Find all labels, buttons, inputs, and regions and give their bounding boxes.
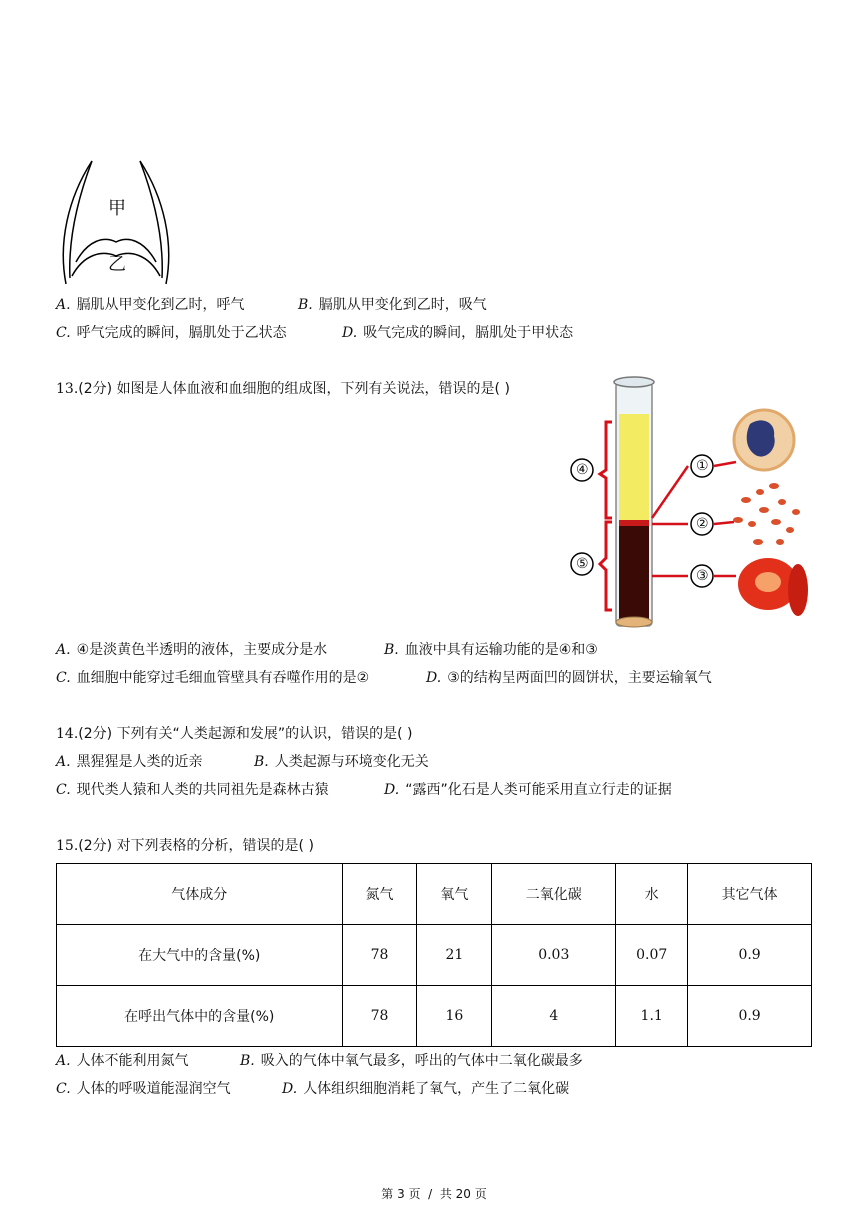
table-header-cell: 氮气 [342, 864, 417, 925]
q15-option-a: A. 人体不能利用氮气 [56, 1053, 189, 1069]
q14-option-d: D. “露西”化石是人类可能采用直立行走的证据 [384, 782, 672, 798]
figure-label-2: ② [696, 516, 709, 532]
blood-tube-figure [564, 372, 814, 634]
table-cell: 0.9 [688, 986, 812, 1047]
q14-stem: 14.(2分) 下列有关“人类起源和发展”的认识，错误的是( ) [56, 726, 413, 742]
table-cell: 0.07 [616, 925, 688, 986]
table-cell: 1.1 [616, 986, 688, 1047]
table-cell: 在大气中的含量(%) [57, 925, 343, 986]
q13-option-a: A. ④是淡黄色半透明的液体，主要成分是水 [56, 642, 328, 658]
q14-option-b: B. 人类起源与环境变化无关 [254, 754, 429, 770]
table-header-cell: 水 [616, 864, 688, 925]
page-footer: 第 3 页 / 共 20 页 [381, 1187, 487, 1201]
table-header-cell: 二氧化碳 [492, 864, 616, 925]
table-cell: 0.03 [492, 925, 616, 986]
table-header-cell: 其它气体 [688, 864, 812, 925]
q13-option-b: B. 血液中具有运输功能的是④和③ [384, 642, 598, 658]
q12-option-a: A. 膈肌从甲变化到乙时，呼气 [56, 297, 245, 313]
table-cell: 21 [417, 925, 492, 986]
q12-option-c: C. 呼气完成的瞬间，膈肌处于乙状态 [56, 325, 287, 341]
table-header-row [57, 864, 812, 925]
table-header-cell: 氧气 [417, 864, 492, 925]
table-cell: 0.9 [688, 925, 812, 986]
q12-option-d: D. 吸气完成的瞬间，膈肌处于甲状态 [342, 325, 574, 341]
table-cell: 16 [417, 986, 492, 1047]
q13-stem: 13.(2分) 如图是人体血液和血细胞的组成图，下列有关说法，错误的是( ) [56, 381, 510, 397]
figure-label-jia: 甲 [108, 198, 126, 219]
q14-option-c: C. 现代类人猿和人类的共同祖先是森林古猿 [56, 782, 329, 798]
table-cell: 4 [492, 986, 616, 1047]
q14-option-a: A. 黑猩猩是人类的近亲 [56, 754, 203, 770]
q13-option-c: C. 血细胞中能穿过毛细血管壁具有吞噬作用的是② [56, 670, 370, 686]
q13-option-d: D. ③的结构呈两面凹的圆饼状，主要运输氧气 [426, 670, 712, 686]
q15-option-b: B. 吸入的气体中氧气最多，呼出的气体中二氧化碳最多 [240, 1053, 583, 1069]
q12-option-b: B. 膈肌从甲变化到乙时，吸气 [298, 297, 487, 313]
q15-stem: 15.(2分) 对下列表格的分析，错误的是( ) [56, 838, 314, 854]
table-cell: 在呼出气体中的含量(%) [57, 986, 343, 1047]
table-cell: 78 [342, 925, 417, 986]
q15-option-d: D. 人体组织细胞消耗了氧气，产生了二氧化碳 [282, 1081, 570, 1097]
figure-label-3: ③ [696, 568, 709, 584]
figure-label-yi: 乙 [108, 254, 126, 275]
table-header-cell: 气体成分 [57, 864, 343, 925]
table-row [57, 925, 812, 986]
table-row [57, 986, 812, 1047]
figure-label-5: ⑤ [576, 556, 589, 572]
figure-label-1: ① [696, 458, 709, 474]
gas-composition-table [56, 863, 812, 1047]
figure-label-4: ④ [576, 462, 589, 478]
q15-option-c: C. 人体的呼吸道能湿润空气 [56, 1081, 231, 1097]
table-cell: 78 [342, 986, 417, 1047]
